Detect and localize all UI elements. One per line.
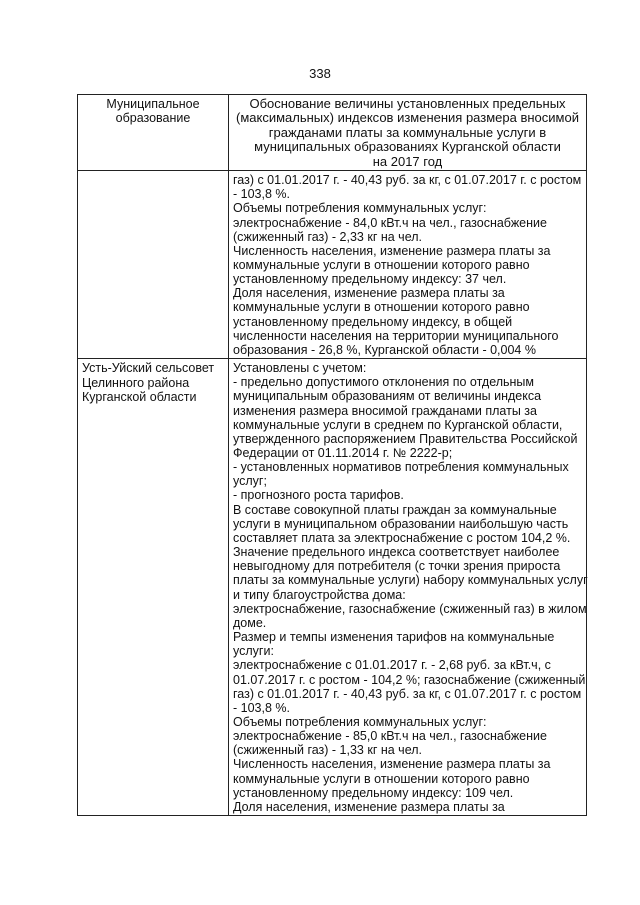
justification-line: коммунальные услуги в среднем по Курганской области, (233, 417, 563, 432)
justification-line: платы за коммунальные услуги) набору коммунальных услуг (233, 573, 588, 588)
justification-line: изменения размера вносимой гражданами платы за (233, 403, 537, 418)
justification-line: образования - 26,8 %, Курганской области - 0,004 % (233, 342, 536, 357)
justification-line: Установлены с учетом: (233, 361, 367, 376)
justification-line: установленному предельному индексу, в общей (233, 314, 513, 329)
header-line: образование (115, 111, 191, 126)
justification-line: 01.07.2017 г. с ростом - 104,2 %; газоснабжение (сжиженный (233, 672, 586, 687)
justification-line: газ) с 01.01.2017 г. - 40,43 руб. за кг, с 01.07.2017 г. с ростом (233, 173, 582, 188)
justification-line: муниципальным образованиям от величины индекса (233, 389, 542, 404)
justification-line: Значение предельного индекса соответствует наиболее (233, 545, 560, 560)
justification-line: электроснабжение - 84,0 кВт.ч на чел., газоснабжение (233, 215, 547, 230)
justification-line: газ) с 01.01.2017 г. - 40,43 руб. за кг, с 01.07.2017 г. с ростом (233, 686, 582, 701)
justification-line: Доля населения, изменение размера платы за (233, 799, 505, 814)
table-row (78, 171, 587, 359)
municipality-line: Курганской области (82, 390, 197, 405)
table-row (78, 359, 587, 816)
justification-line: - установленных нормативов потребления коммунальных (233, 460, 569, 475)
justification-line: В составе совокупной платы граждан за коммунальные (233, 502, 557, 517)
page-number: 338 (309, 66, 331, 81)
municipality-line: Усть-Уйский сельсовет (82, 361, 215, 376)
justification-line: Размер и темпы изменения тарифов на коммунальные (233, 630, 555, 645)
justification-line: электроснабжение с 01.01.2017 г. - 2,68 руб. за кВт.ч, с (233, 658, 551, 673)
justification-line: Доля населения, изменение размера платы за (233, 286, 505, 301)
header-justification (229, 95, 587, 171)
justification-line: - прогнозного роста тарифов. (233, 488, 404, 503)
header-line: гражданами платы за коммунальные услуги в (268, 124, 547, 140)
header-line: на 2017 год (372, 153, 443, 169)
justification-line: установленному предельному индексу: 109 чел. (233, 785, 514, 800)
municipality-cell (78, 171, 229, 359)
justification-line: невыгодному для потребителя (с точки зрения прироста (233, 559, 561, 574)
municipality-line: Целинного района (82, 375, 190, 390)
justification-line: установленному предельному индексу: 37 чел. (233, 272, 507, 287)
header-municipality (78, 95, 229, 171)
justification-cell (229, 171, 587, 359)
justification-line: коммунальные услуги в отношении которого равно (233, 300, 530, 315)
justification-line: Численность населения, изменение размера платы за (233, 243, 551, 258)
justification-line: - предельно допустимого отклонения по отдельным (233, 375, 535, 390)
justification-line: Федерации от 01.11.2014 г. № 2222-р; (233, 446, 453, 460)
justification-table (77, 94, 587, 816)
justification-line: услуги: (233, 644, 274, 659)
justification-line: электроснабжение, газоснабжение (сжиженный газ) в жилом (233, 601, 587, 616)
justification-line: - 103,8 %. (233, 187, 290, 202)
justification-line: утвержденного распоряжением Правительства Российской (233, 431, 578, 446)
justification-line: численности населения на территории муниципального (233, 328, 559, 343)
header-line: (максимальных) индексов изменения размера вносимой (236, 110, 579, 126)
justification-line: - 103,8 %. (233, 700, 290, 715)
justification-line: и типу благоустройства дома: (233, 587, 406, 602)
justification-line: коммунальные услуги в отношении которого равно (233, 771, 530, 786)
justification-line: (сжиженный газ) - 2,33 кг на чел. (233, 229, 423, 244)
justification-line: доме. (233, 615, 267, 630)
justification-line: электроснабжение - 85,0 кВт.ч на чел., газоснабжение (233, 729, 547, 744)
header-line: Муниципальное (106, 97, 200, 111)
justification-line: Численность населения, изменение размера платы за (233, 757, 551, 772)
justification-line: услуг; (233, 474, 267, 489)
justification-line: Объемы потребления коммунальных услуг: (233, 201, 487, 216)
justification-line: (сжиженный газ) - 1,33 кг на чел. (233, 743, 423, 758)
justification-line: составляет плата за электроснабжение с ростом 104,2 %. (233, 530, 571, 545)
justification-line: Объемы потребления коммунальных услуг: (233, 714, 487, 729)
header-line: муниципальных образованиях Курганской области (254, 139, 561, 155)
justification-line: услуги в муниципальном образовании наибольшую часть (233, 516, 569, 531)
table-header-row (78, 95, 587, 171)
justification-cell (229, 359, 587, 816)
justification-line: коммунальные услуги в отношении которого равно (233, 257, 530, 272)
municipality-cell (78, 359, 229, 816)
header-line: Обоснование величины установленных предельных (249, 96, 566, 111)
